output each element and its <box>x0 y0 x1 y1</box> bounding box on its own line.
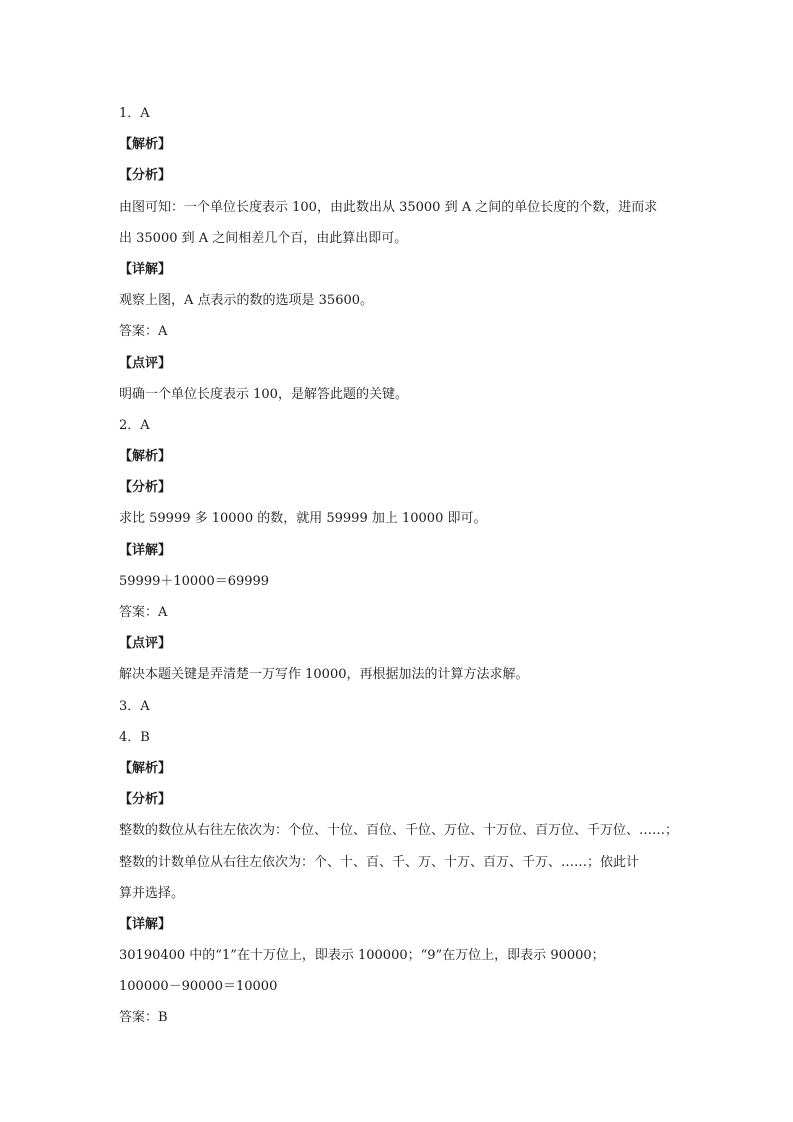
text-line: 100000－90000＝10000 <box>119 979 278 995</box>
section-heading: 【分析】 <box>119 480 172 496</box>
text-line: 1．A <box>119 106 150 121</box>
text-line: 30190400 中的“1”在十万位上，即表示 100000；“9”在万位上，即表示 90000； <box>119 948 605 964</box>
text-line: 答案：A <box>119 324 168 340</box>
text-line: 整数的计数单位从右往左依次为：个、十、百、千、万、十万、百万、千万、……；依此计 <box>119 854 640 870</box>
section-heading: 【分析】 <box>119 168 172 184</box>
text-line: 算并选择。 <box>119 885 185 901</box>
text-line: 3．A <box>119 698 150 714</box>
section-heading: 【详解】 <box>119 916 172 932</box>
section-heading: 【详解】 <box>119 261 172 277</box>
text-line: 答案：B <box>119 1010 168 1026</box>
section-heading: 【解析】 <box>119 137 172 153</box>
text-line: 解决本题关键是弄清楚一万写作 10000，再根据加法的计算方法求解。 <box>119 667 529 683</box>
section-heading: 【解析】 <box>119 760 172 776</box>
text-line: 出 35000 到 A 之间相差几个百，由此算出即可。 <box>119 230 408 246</box>
section-heading: 【点评】 <box>119 355 172 371</box>
text-line: 明确一个单位长度表示 100，是解答此题的关键。 <box>119 386 408 402</box>
text-line: 4．B <box>119 729 150 745</box>
text-line: 由图可知：一个单位长度表示 100，由此数出从 35000 到 A 之间的单位长度的个数，进而求 <box>119 199 658 215</box>
section-heading: 【解析】 <box>119 449 172 465</box>
text-line: 观察上图，A 点表示的数的选项是 35600。 <box>119 293 374 309</box>
text-line: 59999＋10000＝69999 <box>119 573 270 589</box>
section-heading: 【点评】 <box>119 636 172 652</box>
section-heading: 【详解】 <box>119 542 172 558</box>
answer-document <box>119 98 689 1034</box>
text-line: 2．A <box>119 417 150 433</box>
text-line: 整数的数位从右往左依次为：个位、十位、百位、千位、万位、十万位、百万位、千万位、……； <box>119 823 679 839</box>
text-line: 求比 59999 多 10000 的数，就用 59999 加上 10000 即可。 <box>119 511 487 527</box>
section-heading: 【分析】 <box>119 792 172 808</box>
text-line: 答案：A <box>119 605 168 620</box>
